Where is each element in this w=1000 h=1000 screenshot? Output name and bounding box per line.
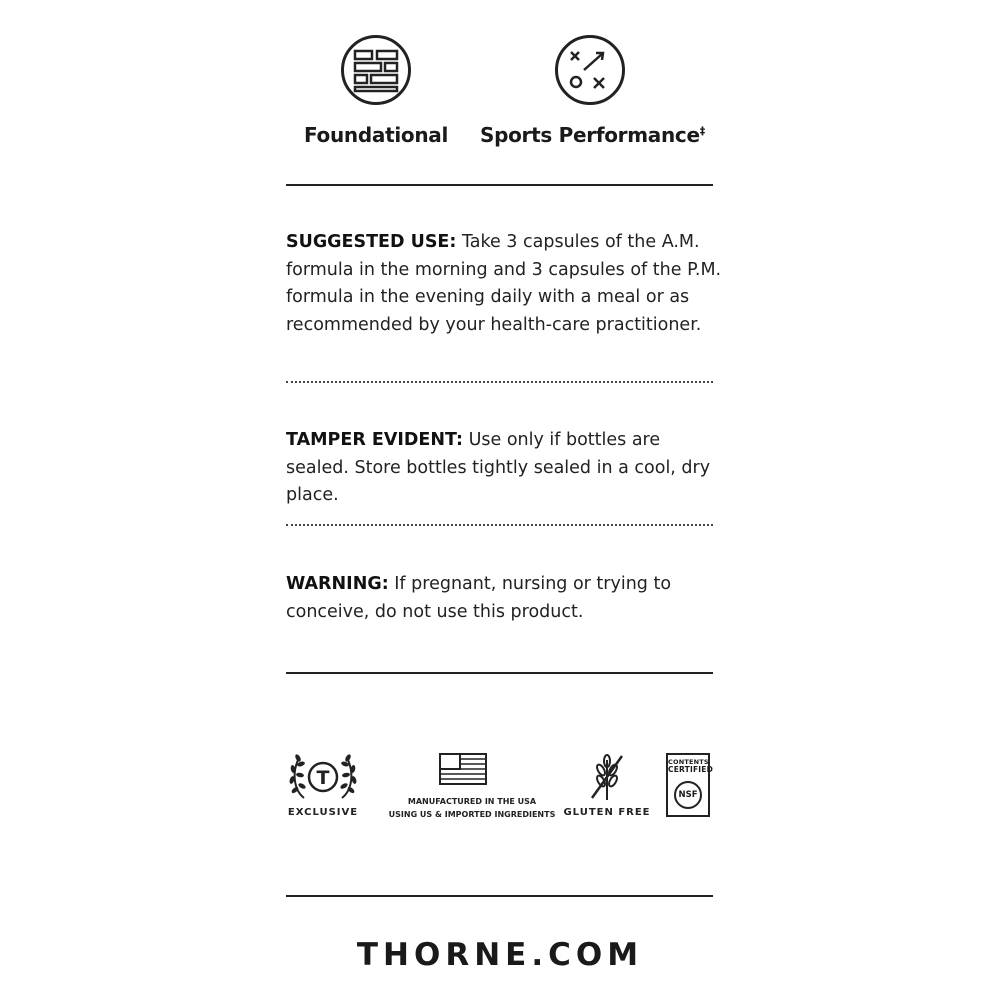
nsf-certified-label: CERTIFIED: [668, 765, 714, 774]
svg-text:T: T: [316, 767, 330, 789]
category-foundational-label: Foundational: [303, 123, 449, 147]
dotted-divider: [286, 524, 713, 526]
usa-manufacturing-label: MANUFACTURED IN THE USA USING US & IMPORTED INGREDIENTS: [388, 797, 556, 819]
suggested-use-heading: SUGGESTED USE:: [286, 232, 457, 252]
footer-url: THORNE.COM: [356, 937, 644, 973]
exclusive-label: EXCLUSIVE: [287, 807, 359, 818]
tamper-evident-text: TAMPER EVIDENT: Use only if bottles are sealed. Store bottles tightly sealed in a cool, dry place.: [286, 430, 711, 505]
gluten-free-wheat-icon: [586, 752, 628, 802]
warning-text: WARNING: If pregnant, nursing or trying to conceive, do not use this product.: [286, 574, 672, 622]
dotted-divider: [286, 381, 713, 383]
play-diagram-icon: [554, 34, 626, 106]
warning-heading: WARNING:: [286, 574, 389, 594]
suggested-use-text: SUGGESTED USE: Take 3 capsules of the A.M. formula in the morning and 3 capsules of the P.M. formula in the evening daily with a meal or as recommended by your health-care practitioner.: [286, 232, 722, 335]
nsf-logo: NSF: [674, 781, 702, 809]
category-sports-performance-label: Sports Performance‡: [480, 123, 705, 147]
nsf-contents-label: CONTENTS: [668, 758, 709, 766]
divider: [286, 672, 713, 674]
us-flag-icon: [439, 753, 487, 785]
nsf-certified-badge: [666, 753, 714, 817]
tamper-evident-heading: TAMPER EVIDENT:: [286, 430, 463, 450]
bricks-icon: [340, 34, 412, 106]
gluten-free-label: GLUTEN FREE: [563, 807, 651, 818]
divider: [286, 895, 713, 897]
divider: [286, 184, 713, 186]
exclusive-laurel-icon: [288, 750, 358, 806]
